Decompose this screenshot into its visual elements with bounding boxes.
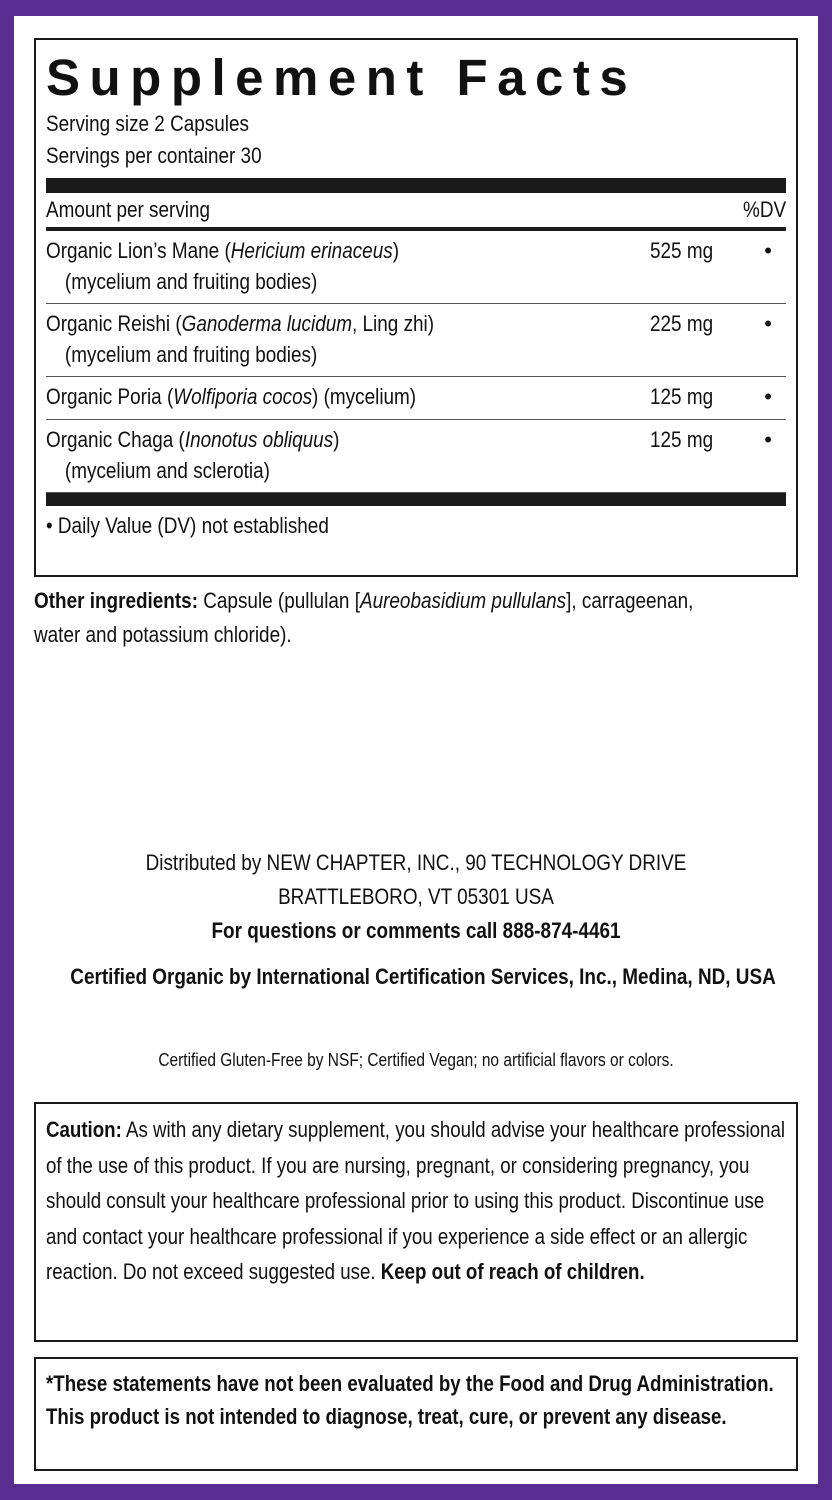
ingredient-name: Organic Reishi (Ganoderma lucidum, Ling zhi): [46, 311, 435, 336]
distributor-info: [14, 846, 818, 948]
ingredient-name: Organic Chaga (Inonotus obliquus): [46, 427, 340, 452]
amount-header-row: [46, 193, 786, 227]
ingredient-dv: •: [764, 427, 772, 452]
ingredient-name: Organic Poria (Wolfiporia cocos) (mycelium): [46, 384, 417, 409]
other-ingredients: Other ingredients: Capsule (pullulan [Aureobasidium pullulans], carrageenan, water and potassium chloride).: [34, 588, 694, 647]
amount-header: Amount per serving: [46, 197, 211, 222]
ingredient-amount: 125 mg: [650, 384, 714, 409]
certified-gluten-free: Certified Gluten-Free by NSF; Certified Vegan; no artificial flavors or colors.: [158, 1050, 674, 1070]
fda-disclaimer-box: [34, 1357, 798, 1471]
ingredient-row: [46, 231, 786, 304]
supplement-label: [14, 16, 818, 1484]
ingredient-name: Organic Lion’s Mane (Hericium erinaceus): [46, 238, 399, 263]
ingredient-row: [46, 304, 786, 377]
distributor-line: Distributed by NEW CHAPTER, INC., 90 TECHNOLOGY DRIVE: [145, 850, 687, 875]
ingredient-dv: •: [764, 384, 772, 409]
ingredient-amount: 525 mg: [650, 238, 714, 263]
thick-rule: [46, 178, 786, 193]
ingredient-part: (mycelium and fruiting bodies): [64, 269, 318, 294]
dv-footnote: • Daily Value (DV) not established: [46, 513, 329, 538]
ingredient-amount: 225 mg: [650, 311, 714, 336]
ingredient-part: (mycelium and fruiting bodies): [64, 342, 318, 367]
ingredient-dv: •: [764, 238, 772, 263]
distributor-address: BRATTLEBORO, VT 05301 USA: [278, 884, 554, 909]
ingredient-dv: •: [764, 311, 772, 336]
caution-text: Caution: As with any dietary supplement, you should advise your healthcare professional of the use of this product. If you are nursing, pregnant, or considering pregnancy, you should consult your healthcare professional prior to using this product. Discontinue use and contact your healthcare professional if you experience a side effect or an allergic reaction. Do not exceed suggested use. Keep out of reach of children.: [46, 1117, 786, 1284]
ingredient-row: [46, 377, 786, 420]
certified-organic: Certified Organic by International Certification Services, Inc., Medina, ND, USA: [70, 964, 776, 989]
serving-size: Serving size 2 Capsules: [46, 111, 249, 136]
ingredient-row: [46, 420, 786, 493]
contact-line: For questions or comments call 888-874-4461: [211, 918, 621, 943]
ingredient-part: (mycelium and sclerotia): [64, 458, 270, 483]
dv-header: %DV: [742, 197, 786, 222]
caution-box: [34, 1102, 798, 1342]
fda-disclaimer: *These statements have not been evaluated by the Food and Drug Administration. This product is not intended to diagnose, treat, cure, or prevent any disease.: [46, 1371, 774, 1429]
supplement-facts-panel: [34, 38, 798, 577]
servings-per-container: Servings per container 30: [46, 143, 262, 168]
facts-title: Supplement Facts: [46, 49, 638, 106]
ingredient-amount: 125 mg: [650, 427, 714, 452]
thick-rule-bottom: [46, 493, 786, 506]
